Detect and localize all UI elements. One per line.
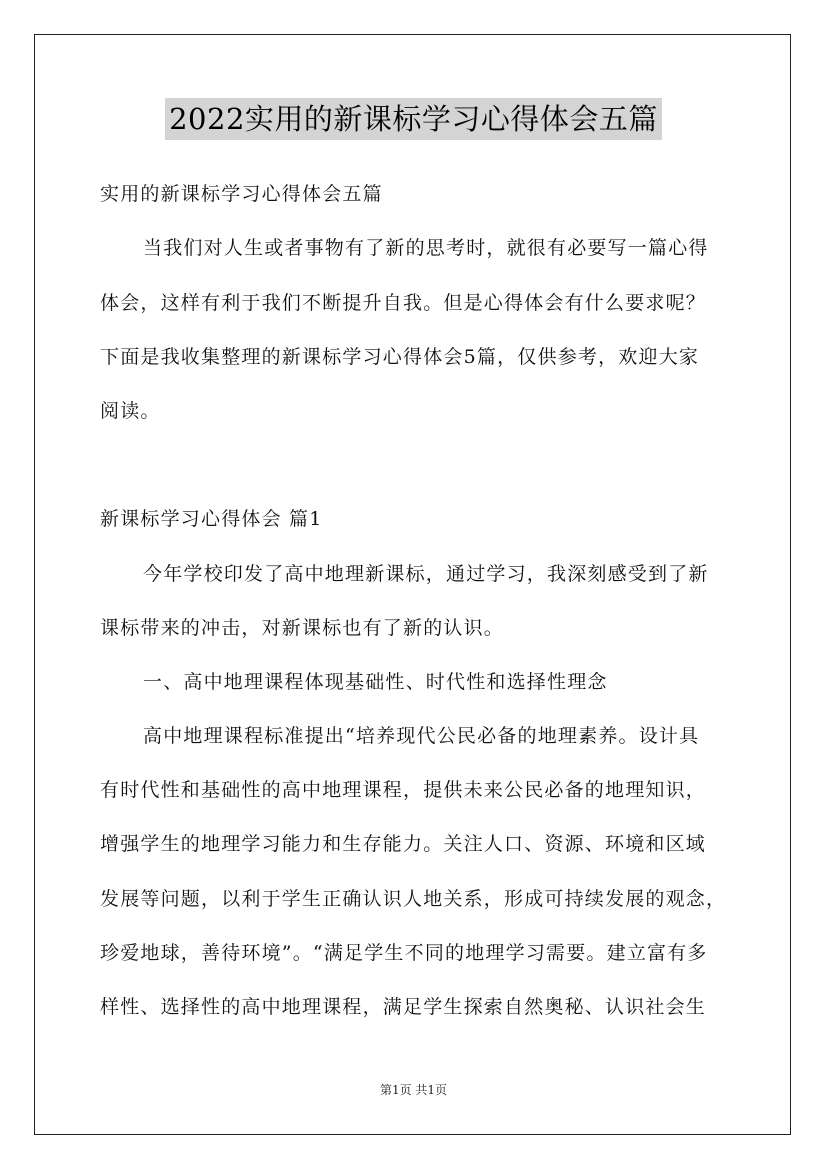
paragraph-line: 有时代性和基础性的高中地理课程，提供未来公民必备的地理知识， <box>100 779 707 801</box>
paragraph-line: 样性、选择性的高中地理课程，满足学生探索自然奥秘、认识社会生 <box>100 996 707 1018</box>
paragraph-line: 阅读。 <box>100 400 161 422</box>
subheading-line: 一、高中地理课程体现基础性、时代性和选择性理念 <box>143 671 608 693</box>
page-footer: 第1页 共1页 <box>379 1083 448 1097</box>
paragraph-line: 下面是我收集整理的新课标学习心得体会5篇，仅供参考，欢迎大家 <box>100 346 700 368</box>
document-title: 2022实用的新课标学习心得体会五篇 <box>165 98 662 140</box>
paragraph-line: 珍爱地球，善待环境”。“满足学生不同的地理学习需要。建立富有多 <box>100 942 708 964</box>
paragraph-line: 今年学校印发了高中地理新课标，通过学习，我深刻感受到了新 <box>143 563 709 585</box>
paragraph-line: 课标带来的冲击，对新课标也有了新的认识。 <box>100 617 505 639</box>
title-container <box>0 98 827 140</box>
paragraph-line: 发展等问题，以利于学生正确认识人地关系，形成可持续发展的观念， <box>100 888 727 910</box>
section-heading: 新课标学习心得体会 篇1 <box>100 508 323 530</box>
paragraph-line: 增强学生的地理学习能力和生存能力。关注人口、资源、环境和区域 <box>100 833 707 855</box>
subtitle-line: 实用的新课标学习心得体会五篇 <box>100 183 383 205</box>
paragraph-line: 当我们对人生或者事物有了新的思考时，就很有必要写一篇心得 <box>143 237 709 259</box>
paragraph-line: 体会，这样有利于我们不断提升自我。但是心得体会有什么要求呢？ <box>100 292 707 314</box>
paragraph-line: 高中地理课程标准提出“培养现代公民必备的地理素养。设计具 <box>143 725 700 747</box>
